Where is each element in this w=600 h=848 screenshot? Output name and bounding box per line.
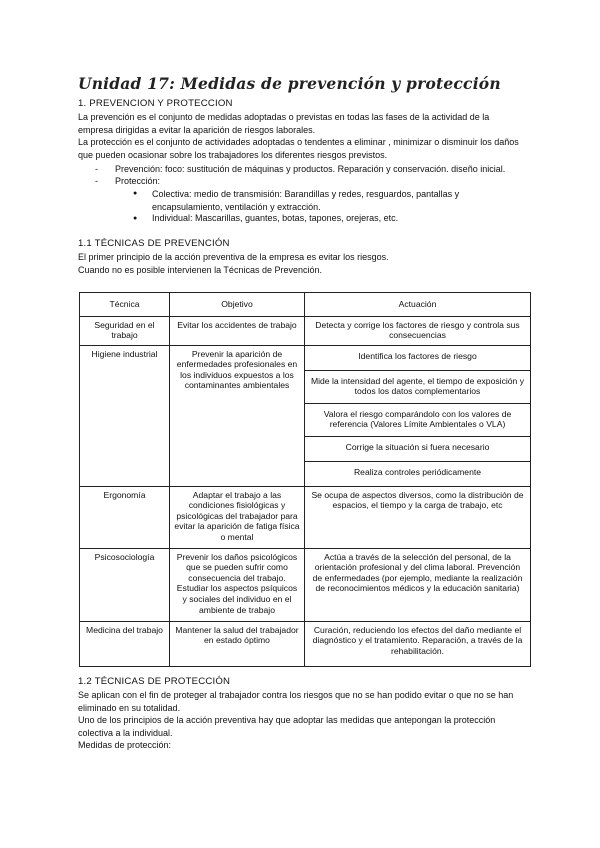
cell-actuacion: Corrige la situación si fuera necesario	[305, 436, 531, 461]
cell-tecnica: Higiene industrial	[80, 345, 170, 486]
text-line: colectiva a la individual.	[78, 727, 173, 738]
cell-objetivo: Prevenir la aparición de enfermedades profesionales en los individuos expuestos a los contaminantes ambientales	[170, 345, 305, 486]
text-line: Individual: Mascarillas, guantes, botas, tapones, orejeras, etc.	[152, 213, 399, 223]
list-item-proteccion: Protección:	[115, 176, 161, 186]
section-heading-prevencion-proteccion: 1. PREVENCION Y PROTECCION	[78, 98, 233, 109]
text-line: que pueden ocasionar sobre los trabajadores los diferentes riesgos previstos.	[78, 149, 388, 160]
cell-actuacion: Se ocupa de aspectos diversos, como la distribución de espacios, el tiempo y la carga de trabajo, etc	[305, 486, 531, 548]
text-line: empresa dirigidas a evitar la aparición de riesgos laborales.	[78, 124, 316, 135]
cell-actuacion: Curación, reduciendo los efectos del daño mediante el diagnóstico y el tratamiento. Reparación, a través de la rehabilitación.	[305, 621, 531, 666]
text-line: La protección es el conjunto de actividades adoptadas o tendentes a eliminar , minimizar o disminuir los daños	[78, 137, 519, 147]
table-row	[80, 548, 531, 621]
cell-tecnica: Psicosociología	[80, 548, 170, 621]
dash-marker: -	[95, 164, 98, 174]
section-heading-tecnicas-proteccion: 1.2 TÉCNICAS DE PROTECCIÓN	[78, 676, 231, 687]
cell-actuacion: Mide la intensidad del agente, el tiempo de exposición y todos los datos complementarios	[305, 370, 531, 403]
paragraph-tecnicas-proteccion	[78, 689, 528, 752]
text-line: Colectiva: medio de transmisión: Barandillas y redes, resguardos, pantallas y	[152, 189, 460, 199]
table-header-row	[80, 293, 531, 317]
bullet-marker: ●	[133, 190, 138, 197]
cell-actuacion: Realiza controles periódicamente	[305, 461, 531, 486]
header-actuacion: Actuación	[305, 293, 531, 317]
paragraph-tecnicas-prevencion	[78, 251, 528, 276]
list-item-colectiva	[152, 188, 459, 213]
dash-marker: -	[95, 176, 98, 186]
cell-actuacion: Valora el riesgo comparándolo con los valores de referencia (Valores Límite Ambientales o VLA)	[305, 403, 531, 436]
bullet-marker: ●	[133, 215, 138, 222]
techniques-table	[79, 292, 531, 667]
cell-tecnica: Medicina del trabajo	[80, 621, 170, 666]
table-row	[80, 345, 531, 370]
table-row	[80, 621, 531, 666]
text-line: Cuando no es posible intervienen la Técnicas de Prevención.	[78, 264, 322, 275]
text-line: La prevención es el conjunto de medidas adoptadas o previstas en todas las fases de la actividad de la	[78, 112, 490, 122]
section-heading-tecnicas-prevencion: 1.1 TÉCNICAS DE PREVENCIÓN	[78, 238, 230, 249]
text-line: El primer principio de la acción preventiva de la empresa es evitar los riesgos.	[78, 252, 389, 262]
text-line: Uno de los principios de la acción preventiva hay que adoptar las medidas que antepongan la protección	[78, 715, 496, 725]
text-line: encapsulamiento, ventilación y extracción.	[152, 201, 321, 212]
cell-objetivo: Evitar los accidentes de trabajo	[170, 316, 305, 345]
cell-actuacion: Detecta y corrige los factores de riesgo y controla sus consecuencias	[305, 316, 531, 345]
page-title: Unidad 17: Medidas de prevención y protección	[78, 74, 501, 93]
header-objetivo: Objetivo	[170, 293, 305, 317]
table-row	[80, 316, 531, 345]
cell-actuacion: Actúa a través de la selección del personal, de la orientación profesional y del clima laboral. Prevención de enfermedades (por ejemplo, mediante la realización de reconocimientos médicos y la educación sanitaria)	[305, 548, 531, 621]
cell-objetivo: Mantener la salud del trabajador en estado óptimo	[170, 621, 305, 666]
cell-objetivo: Prevenir los daños psicológicos que se pueden sufrir como consecuencia del trabajo. Estudiar los aspectos psíquicos y sociales del individuo en el ambiente de trabajo	[170, 548, 305, 621]
table-row	[80, 486, 531, 548]
text-line: Medidas de protección:	[78, 740, 172, 750]
header-tecnica: Técnica	[80, 293, 170, 317]
cell-objetivo: Adaptar el trabajo a las condiciones fisiológicas y psicológicas del trabajador para evitar la aparición de fatiga física o mental	[170, 486, 305, 548]
cell-tecnica: Seguridad en el trabajo	[80, 316, 170, 345]
text-line: eliminado en su totalidad.	[78, 702, 181, 713]
cell-tecnica: Ergonomía	[80, 486, 170, 548]
cell-actuacion: Identifica los factores de riesgo	[305, 345, 531, 370]
text-line: Se aplican con el fin de proteger al trabajador contra los riesgos que no se han podido evitar o que no se han	[78, 690, 514, 700]
list-item-prevencion: Prevención: foco: sustitución de máquinas y productos. Reparación y conservación. diseño inicial.	[115, 164, 506, 174]
list-item-individual	[152, 213, 398, 223]
paragraph-prevencion	[78, 111, 528, 161]
